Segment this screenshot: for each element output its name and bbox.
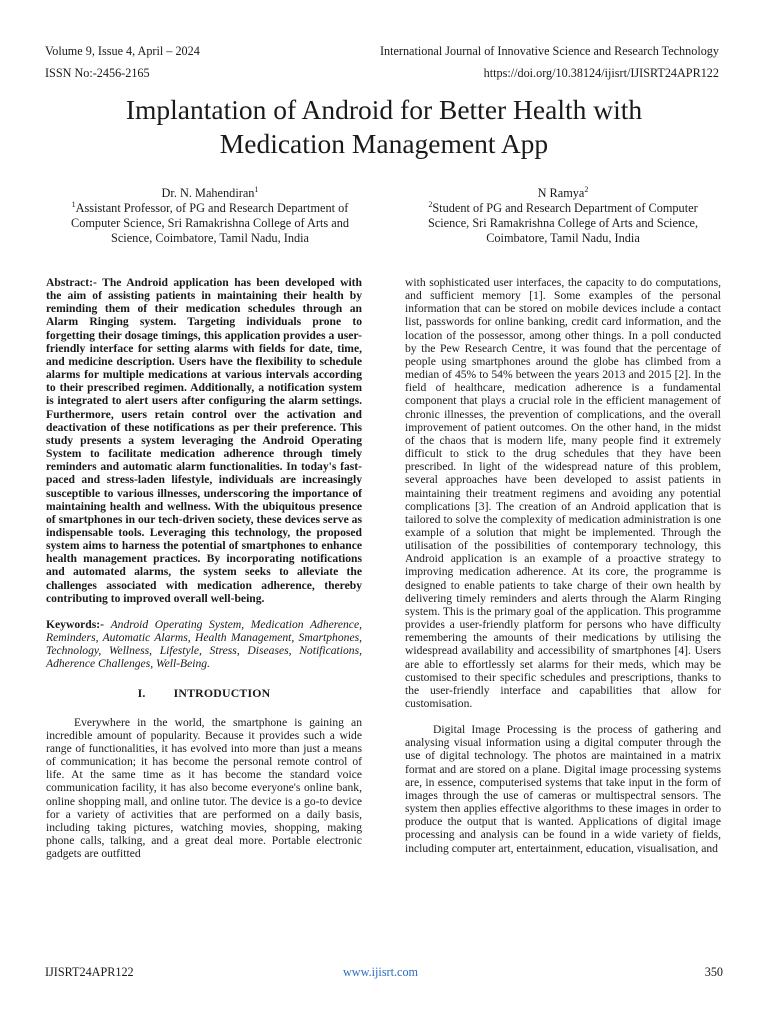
left-column [46, 276, 362, 860]
abstract: Abstract:- The Android application has been developed with the aim of assisting patients in maintaining their health by reminding them of their medication schedules through an Alarm Ringing system. Targeting individuals prone to forgetting their dosage timings, this application provides a user-friendly interface for setting alarms with fields for date, time, and medicine description. Users have the flexibility to schedule alarms for multiple medications at various intervals according to their prescribed regimen. Additionally, a notification system is integrated to alert users after configuring the alarm settings. Furthermore, users retain control over the activation and deactivation of these notifications as per their preference. This study presents a system leveraging the Android Operating System to facilitate medication adherence through timely reminders and automatic alarm functionalities. In today's fast-paced and stress-laden lifestyle, individuals are increasingly susceptible to various illnesses, underscoring the importance of maintaining health and wellness. With the ubiquitous presence of smartphones in our tech-driven society, these devices serve as indispensable tools. Leveraging this technology, the proposed system aims to harness the potential of smartphones to enhance health management practices. By incorporating notifications and automated alarms, the system seeks to alleviate the challenges associated with medication adherence, thereby contributing to improved overall well-being. [46, 276, 362, 605]
section-heading-introduction: I. INTRODUCTION [137, 685, 271, 700]
volume-info: Volume 9, Issue 4, April – 2024 [45, 44, 200, 58]
body-paragraph: Digital Image Processing is the process of gathering and analysing visual information using a digital computer through the use of digital technology. The photos are maintained in a matrix format and are stored on a plane. Digital image processing systems are, in essence, computerised systems that take input in the form of images through the use of cameras or multispectral sensors. The system then applies effective algorithms to these images in order to produce the output that is wanted. Applications of digital image processing and analysis can be found in a wide variety of fields, including computer art, entertainment, education, visualisation, and [405, 723, 721, 855]
issn: ISSN No:-2456-2165 [45, 66, 150, 80]
author-block-1 [45, 186, 375, 246]
intro-paragraph: Everywhere in the world, the smartphone is gaining an incredible amount of popularity. Because it provides such a wide range of functionalities, it has evolved into more than just a means of communication; it has become the personal remote control of life. At the same time as it has become the standard voice communication facility, it has also become everyone's online bank, online shopping mall, and online tutor. The device is a go-to device for a variety of activities that are performed on a daily basis, including taking pictures, watching movies, shopping, making phone calls, talking, and a great deal more. Portable electronic gadgets are outfitted [46, 715, 362, 861]
author-name: N Ramya$^2$ [537, 184, 589, 200]
paper-title [20, 93, 748, 161]
keywords-list: Android Operating System, Medication Adherence, Reminders, Automatic Alarms, Health Management, Smartphones, Technology, Wellness, Lifestyle, Stress, Diseases, Notifications, Adherence Challenges, Well-Being. [46, 617, 363, 671]
author-affiliation: $^2$Student of PG and Research Department of Computer Science, Sri Ramakrishna College of Arts and Science, Coimbatore, Tamil Nadu, India [427, 199, 699, 245]
author-affiliation: $^1$Assistant Professor, of PG and Research Department of Computer Science, Sri Ramakrishna College of Arts and Science, Coimbatore, Tamil Nadu, India [71, 199, 349, 245]
keywords-label: Keywords:- [46, 617, 104, 631]
title-line-1: Implantation of Android for Better Health with [125, 94, 643, 125]
footer-paper-id: IJISRT24APR122 [45, 965, 134, 979]
title-line-2: Medication Management App [219, 128, 549, 159]
doi-link[interactable]: https://doi.org/10.38124/ijisrt/IJISRT24APR122 [483, 66, 719, 80]
page-number: 350 [704, 965, 723, 979]
right-column [405, 276, 721, 855]
body-paragraph: with sophisticated user interfaces, the capacity to do computations, and sufficient memory [1]. Some examples of the personal information that can be stored on mobile devices include a contact list, passwords for online banking, credit card information, and the location of the possessor, among other things. In a poll conducted by the Pew Research Centre, it was found that the percentage of people using smartphones around the globe has climbed from a median of 45% to 54% between the years 2013 and 2015 [2]. In the field of healthcare, medication adherence is a fundamental component that plays a crucial role in the efficient management of chronic illnesses, the prevention of complications, and the overall improvement of patient outcomes. On the other hand, in the midst of the chaos that is modern life, many people find it extremely difficult to stick to the drug schedules that they have been prescribed. In light of the widespread nature of this problem, several approaches have been developed to assist patients in maintaining their treatment regimens and avoiding any potential complications [3]. The creation of an Android application that is tailored to solve the complexity of medication administration is one example of a solution that might be implemented. Through the utilisation of the possibilities of contemporary technology, this Android application is an example of a proactive strategy to improving medication adherence. At its core, the programme is designed to enable patients to take charge of their own health by delivering timely reminders and alerts through the Alarm Ringing system. This is the primary goal of the application. This programme provides a user-friendly platform for persons who have difficulty remembering the amounts of their medications by utilising the widespread availability and accessibility of smartphones [4]. Users are able to effortlessly set alarms for their meds, which may be customised to their specific schedules and prescriptions, thanks to the user-friendly interface and capabilities that allow for customisation. [405, 276, 721, 710]
author-block-2 [398, 186, 728, 246]
author-name: Dr. N. Mahendiran$^1$ [161, 184, 259, 200]
footer-website-link[interactable]: www.ijisrt.com [343, 965, 419, 979]
journal-name: International Journal of Innovative Science and Research Technology [379, 44, 719, 58]
keywords [46, 618, 362, 671]
